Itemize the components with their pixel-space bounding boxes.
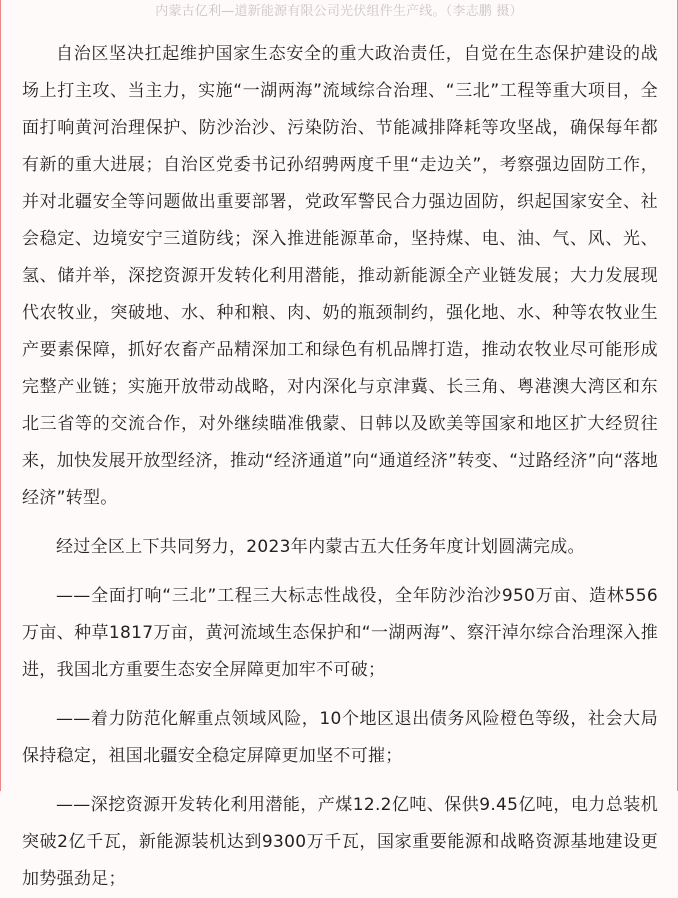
paragraph-energy-resources: ——深挖资源开发转化利用潜能，产煤12.2亿吨、保供9.45亿吨，电力总装机突破2亿千瓦，新能源装机达到9300万千瓦，国家重要能源和战略资源基地建设更加势强劲足； xyxy=(22,795,658,889)
article-body xyxy=(22,36,658,898)
paragraph-ecology-security: 自治区坚决扛起维护国家生态安全的重大政治责任，自觉在生态保护建设的战场上打主攻、当主力，实施“一湖两海”流域综合治理、“三北”工程等重大项目，全面打响黄河治理保护、防沙治沙、污染防治、节能减排降耗等攻坚战，确保每年都有新的重大进展；自治区党委书记孙绍骋两度千里“走边关”，考察强边固防工作，并对北疆安全等问题做出重要部署，党政军警民合力强边固防，织起国家安全、社会稳定、边境安宁三道防线；深入推进能源革命，坚持煤、电、油、气、风、光、氢、储并举，深挖资源开发转化利用潜能，推动新能源全产业链发展；大力发展现代农牧业，突破地、水、种和粮、肉、奶的瓶颈制约，强化地、水、种等农牧业生产要素保障，抓好农畜产品精深加工和绿色有机品牌打造，推动农牧业尽可能形成完整产业链；实施开放带动战略，对内深化与京津冀、长三角、粤港澳大湾区和东北三省等的交流合作，对外继续瞄准俄蒙、日韩以及欧美等国家和地区扩大经贸往来，加快发展开放型经济，推动“经济通道”向“通道经济”转变、“过路经济”向“落地经济”转型。 xyxy=(22,44,658,508)
photo-caption: 内蒙古亿利—道新能源有限公司光伏组件生产线。（李志鹏 摄） xyxy=(155,4,523,19)
paragraph-three-north-project: ——全面打响“三北”工程三大标志性战役，全年防沙治沙950万亩、造林556万亩、种草1817万亩，黄河流域生态保护和“一湖两海”、察汗淖尔综合治理深入推进，我国北方重要生态安全屏障更加牢不可破； xyxy=(22,586,658,680)
paragraph-risk-prevention: ——着力防范化解重点领域风险，10个地区退出债务风险橙色等级，社会大局保持稳定，祖国北疆安全稳定屏障更加坚不可摧； xyxy=(22,709,658,766)
paragraph-annual-plan: 经过全区上下共同努力，2023年内蒙古五大任务年度计划圆满完成。 xyxy=(56,537,585,557)
